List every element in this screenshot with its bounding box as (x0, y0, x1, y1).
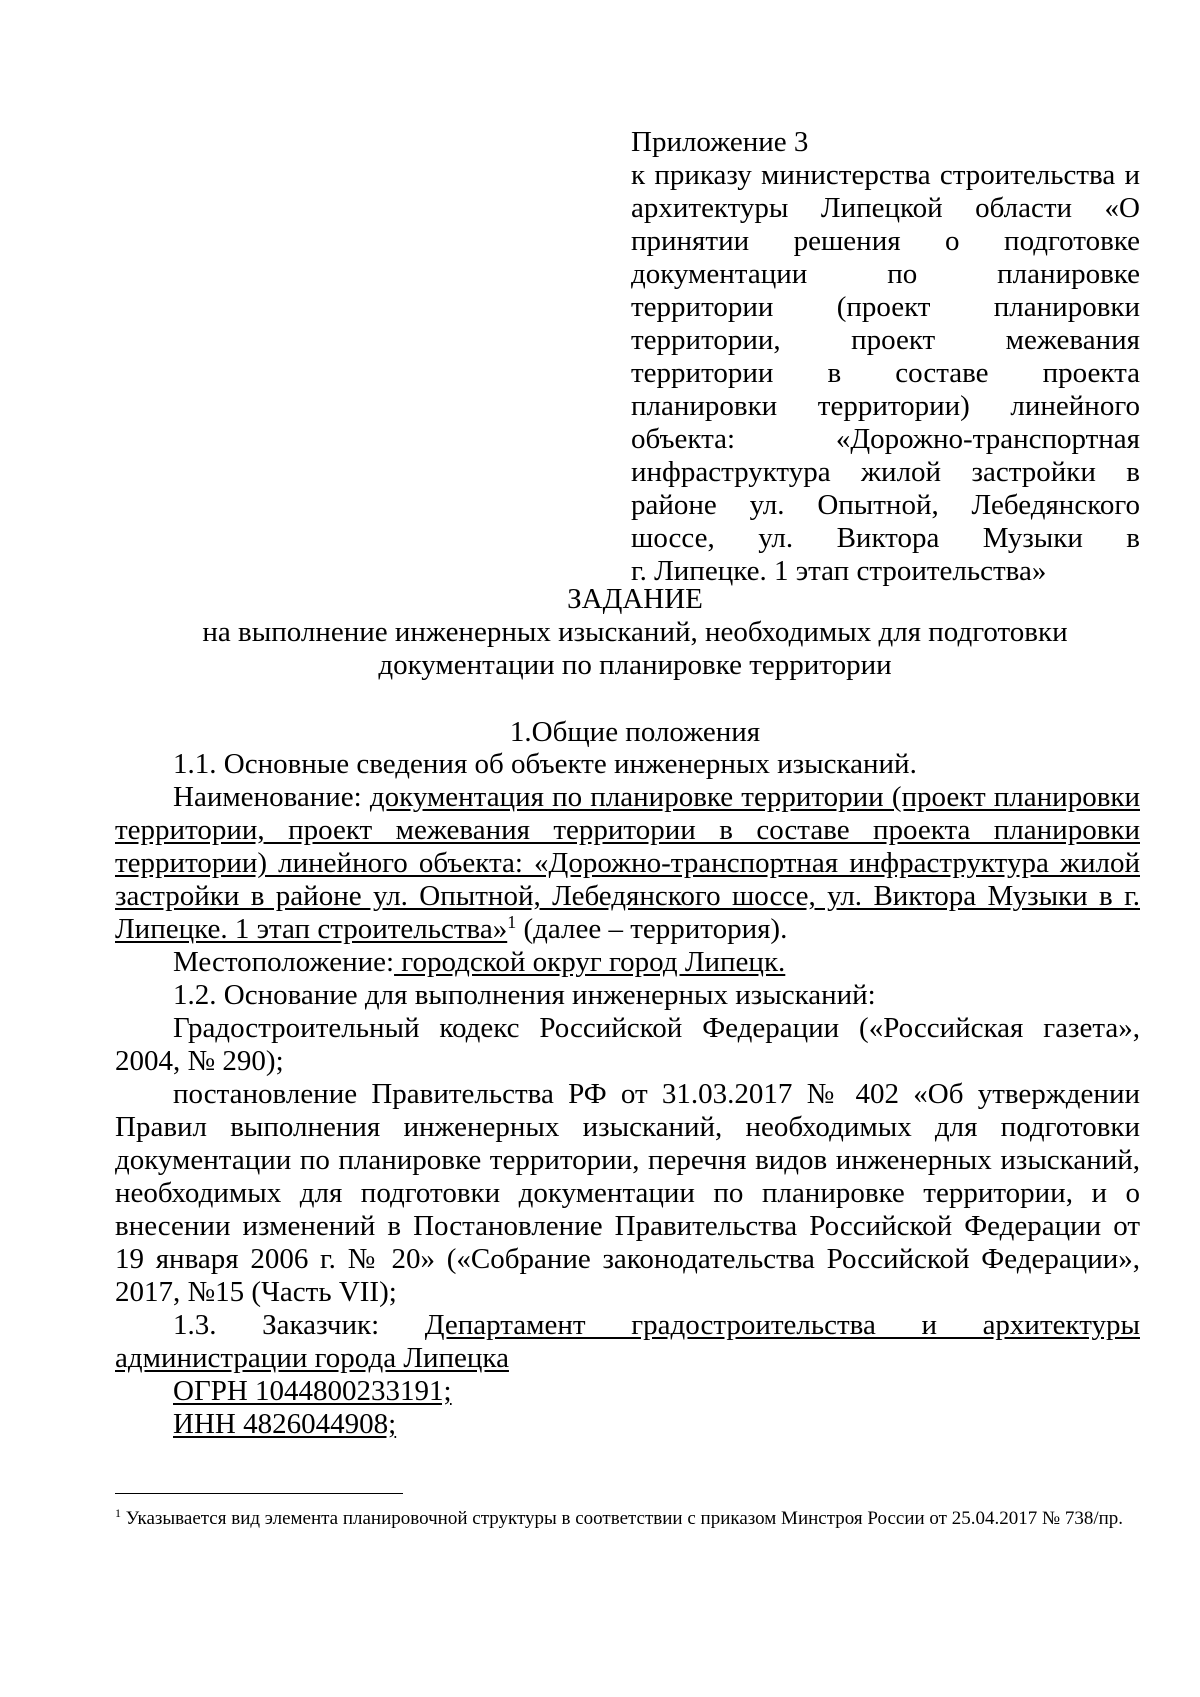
ogrn-value: ОГРН 1044800233191; (173, 1375, 452, 1407)
footnote-text: Указывается вид элемента планировочной структуры в соответствии с приказом Минстроя России от 25.04.2017 № 738/пр. (121, 1508, 1124, 1529)
appendix-block (631, 126, 1140, 588)
footnote-ref[interactable]: 1 (507, 912, 517, 932)
appendix-number: Приложение 3 (631, 126, 809, 158)
paragraph-1-2-b: постановление Правительства РФ от 31.03.2017 № 402 «Об утверждении Правил выполнения инженерных изысканий, необходимых для подготовки документации по планировке территории, перечня видов инженерных изысканий, необходимых для подготовки документации по планировке территории, и о внесении изменений в Постановление Правительства Российской Федерации от 19 января 2006 г. № 20» («Собрание законодательства Российской Федерации», 2017, №15 (Часть VII); (115, 1078, 1140, 1308)
name-tail: (далее – территория). (516, 913, 788, 945)
document-subtitle-line2: документации по планировке территории (378, 649, 892, 681)
document-title: ЗАДАНИЕ (567, 583, 703, 615)
paragraph-1-2-a: Градостроительный кодекс Российской Федерации («Российская газета», 2004, № 290); (115, 1012, 1140, 1077)
paragraph-inn (115, 1408, 1140, 1441)
paragraph-1-3 (115, 1309, 1140, 1375)
footnote-mark: 1 (115, 1506, 121, 1520)
appendix-text: к приказу министерства строительства и архитектуры Липецкой области «О принятии решения о подготовке документации по планировке территории (проект планировки территории, проект межевания территории в составе проекта планировки территории) линейного объекта: «Дорожно-транспортная инфраструктура жилой застройки в районе ул. Опытной, Лебедянского шоссе, ул. Виктора Музыки в (631, 159, 1140, 554)
document-heading (140, 583, 1130, 682)
section-body (115, 748, 1140, 1441)
paragraph-1-2: 1.2. Основание для выполнения инженерных изысканий: (173, 979, 876, 1011)
paragraph-1-1: 1.1. Основные сведения об объекте инженерных изысканий. (173, 748, 917, 780)
paragraph-name (115, 781, 1140, 946)
customer-label: 1.3. Заказчик: (173, 1309, 425, 1341)
location-value: городской округ город Липецк. (394, 946, 786, 978)
inn-value: ИНН 4826044908; (173, 1408, 397, 1440)
document-subtitle-line1: на выполнение инженерных изысканий, необходимых для подготовки (202, 616, 1068, 648)
customer-value: Департамент градостроительства и архитектуры администрации города Липецка (115, 1309, 1140, 1374)
footnote (115, 1506, 1140, 1531)
paragraph-ogrn (115, 1375, 1140, 1408)
footnote-separator (115, 1493, 403, 1494)
name-label: Наименование: (173, 781, 370, 813)
location-label: Местоположение: (173, 946, 395, 978)
appendix-text-last-line: г. Липецке. 1 этап строительства» (631, 555, 1047, 587)
section-title: 1.Общие положения (509, 716, 761, 748)
name-value: документация по планировке территории (проект планировки территории, проект межевания территории в составе проекта планировки территории) линейного объекта: «Дорожно-транспортная инфраструктура жилой застройки в районе ул. Опытной, Лебедянского шоссе, ул. Виктора Музыки в г. Липецке. 1 этап строительства» (115, 781, 1140, 945)
paragraph-location (115, 946, 1140, 979)
